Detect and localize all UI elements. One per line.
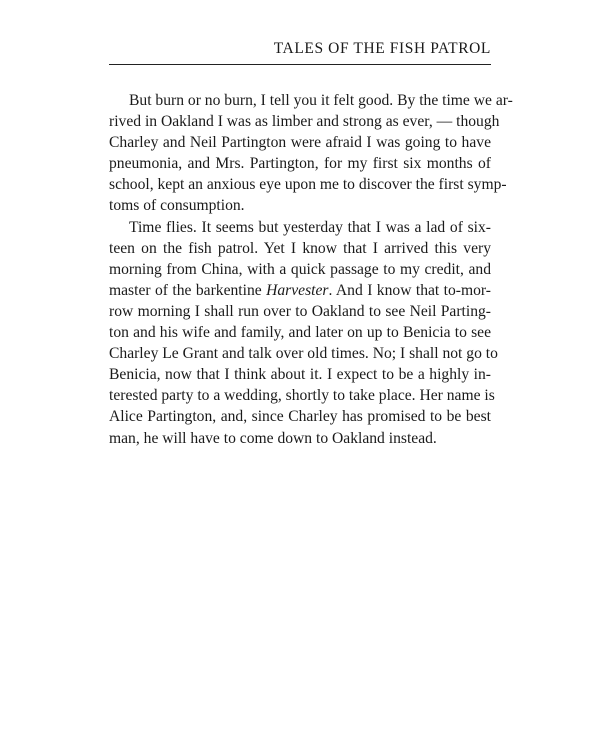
body-text bbox=[109, 90, 513, 449]
text-line: morning from China, with a quick passage to my credit, and bbox=[109, 260, 491, 278]
text-line: Time flies. It seems but yesterday that I was a lad of six- bbox=[129, 218, 491, 236]
ship-name: Harvester bbox=[266, 281, 329, 299]
text-line-head: master of the barkentine bbox=[109, 281, 267, 299]
text-line: row morning I shall run over to Oakland to see Neil Parting- bbox=[109, 302, 491, 320]
text-line: But burn or no burn, I tell you it felt good. By the time we ar- bbox=[129, 92, 513, 109]
text-line: rived in Oakland I was as limber and strong as ever, — though bbox=[109, 113, 500, 131]
text-line: Charley Le Grant and talk over old times. No; I shall not go to bbox=[109, 345, 498, 363]
text-line: ton and his wife and family, and later on up to Benicia to see bbox=[109, 324, 491, 342]
paragraph-2 bbox=[109, 217, 498, 449]
text-line: Benicia, now that I think about it. I expect to be a highly in- bbox=[109, 366, 491, 384]
text-line bbox=[109, 280, 491, 301]
paragraph-1 bbox=[109, 90, 513, 217]
text-line: man, he will have to come down to Oakland instead. bbox=[109, 429, 437, 447]
text-line: Alice Partington, and, since Charley has promised to be best bbox=[109, 408, 491, 426]
text-line-tail: . And I know that to-mor- bbox=[328, 281, 491, 299]
running-head: TALES OF THE FISH PATROL bbox=[273, 40, 491, 57]
header-rule bbox=[109, 64, 491, 65]
text-line: terested party to a wedding, shortly to take place. Her name is bbox=[109, 387, 495, 405]
text-line: teen on the fish patrol. Yet I know that I arrived this very bbox=[109, 239, 491, 257]
text-line: toms of consumption. bbox=[109, 197, 245, 215]
text-line: school, kept an anxious eye upon me to discover the first symp- bbox=[109, 176, 507, 194]
text-line: pneumonia, and Mrs. Partington, for my first six months of bbox=[109, 155, 491, 173]
text-line: Charley and Neil Partington were afraid I was going to have bbox=[109, 134, 491, 152]
